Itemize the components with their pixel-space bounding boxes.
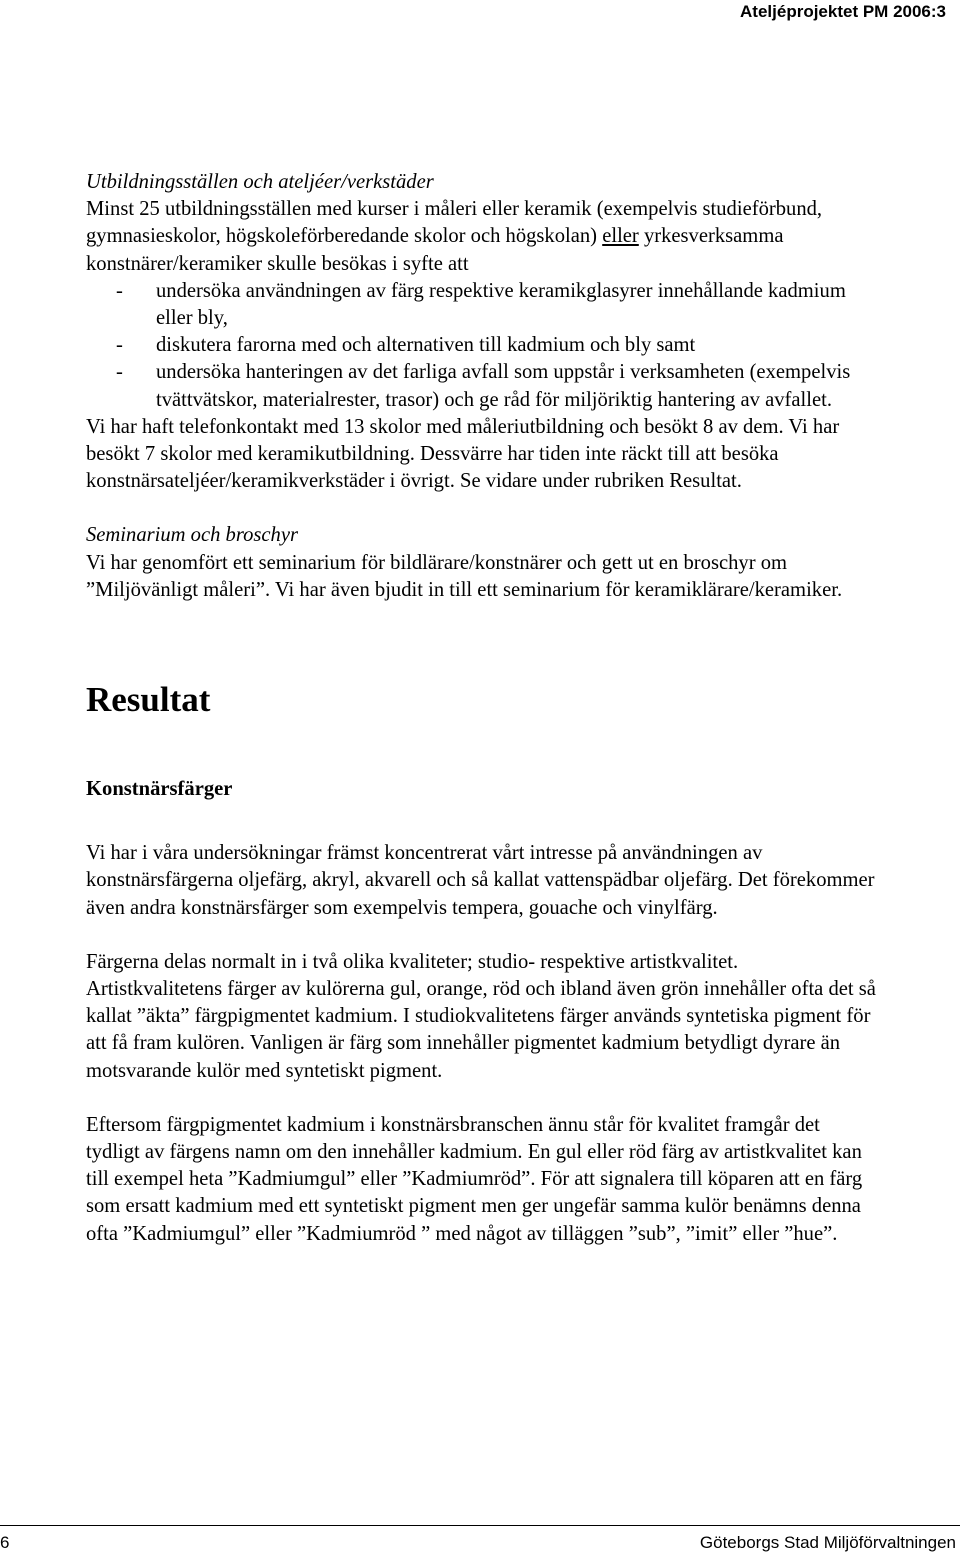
list-dash: - [116, 334, 123, 357]
section-conclusion: Vi har haft telefonkontakt med 13 skolor med måleriutbildning och besökt 8 av dem. Vi har besökt 7 skolor med keramikutbildning. Dessvärre har tiden inte räckt till att besöka konstnärsateljéer/keramikverkstäder i övrigt. Se vidare under rubriken Resultat. [86, 415, 840, 493]
list-item [86, 359, 876, 413]
document-header: Ateljéprojektet PM 2006:3 [740, 2, 946, 21]
document-body [86, 169, 876, 1248]
intro-underlined-word: eller [602, 225, 639, 248]
list-item [86, 332, 876, 359]
resultat-title: Resultat [86, 680, 211, 720]
intro-text-after: yrkesverksamma konstnärer/keramiker skulle besökas i syfte att [86, 225, 784, 275]
footer-divider [0, 1525, 960, 1526]
list-dash: - [116, 361, 123, 384]
seminarium-body: Vi har genomfört ett seminarium för bildlärare/konstnärer och gett ut en broschyr om ”Miljövänligt måleri”. Vi har även bjudit in till ett seminarium för keramiklärare/keramiker. [86, 551, 843, 601]
section-heading-utbildning: Utbildningsställen och ateljéer/verkstäder [86, 171, 434, 193]
list-item-text: diskutera farorna med och alternativen till kadmium och bly samt [156, 334, 696, 357]
list-item-text: undersöka hanteringen av det farliga avfall som uppstår i verksamheten (exempelvis tvättvätskor, materialrester, trasor) och ge råd för miljöriktig hantering av avfallet. [156, 361, 851, 411]
purpose-list [86, 278, 876, 414]
list-dash: - [116, 279, 123, 302]
section-intro [86, 196, 876, 278]
resultat-paragraph: Eftersom färgpigmentet kadmium i konstnärsbranschen ännu står för kvalitet framgår det tydligt av färgens namn om den innehåller kadmium. En gul eller röd färg av artistkvalitet kan till exempel heta ”Kadmiumgul” eller ”Kadmiumröd”. För att signalera till köparen att en färg som ersatt kadmium med ett syntetiskt pigment men ger ungefär samma kulör benämns denna ofta ”Kadmiumgul” eller ”Kadmiumröd ” med något av tilläggen ”sub”, ”imit” eller ”hue”. [86, 1113, 863, 1245]
list-item [86, 278, 876, 332]
footer-organization: Göteborgs Stad Miljöförvaltningen [699, 1533, 956, 1552]
page-number: 6 [0, 1533, 10, 1552]
list-item-text: undersöka användningen av färg respektive keramikglasyrer innehållande kadmium eller bly, [156, 279, 846, 330]
intro-text-before: Minst 25 utbildningsställen med kurser i måleri eller keramik (exempelvis studieförbund, gymnasieskolor, högskoleförberedande skolor och högskolan) [86, 198, 823, 248]
resultat-paragraph: Vi har i våra undersökningar främst koncentrerat vårt intresse på användningen av konstnärsfärgerna oljefärg, akryl, akvarell och så kallat vattenspädbar oljefärg. Det förekommer även andra konstnärsfärger som exempelvis tempera, gouache och vinylfärg. [86, 842, 875, 919]
resultat-paragraph: Färgerna delas normalt in i två olika kvaliteter; studio- respektive artistkvalitet. Artistkvalitetens färger av kulörerna gul, orange, röd och ibland även grön innehåller ofta det så kallat ”äkta” färgpigmentet kadmium. I studiokvalitetens färger används syntetiska pigment för att få fram kulören. Vanligen är färg som innehåller pigmentet kadmium betydligt dyrare än motsvarande kulör med syntetiskt pigment. [86, 950, 876, 1082]
section-heading-seminarium: Seminarium och broschyr [86, 524, 299, 547]
resultat-subtitle: Konstnärsfärger [86, 778, 233, 801]
